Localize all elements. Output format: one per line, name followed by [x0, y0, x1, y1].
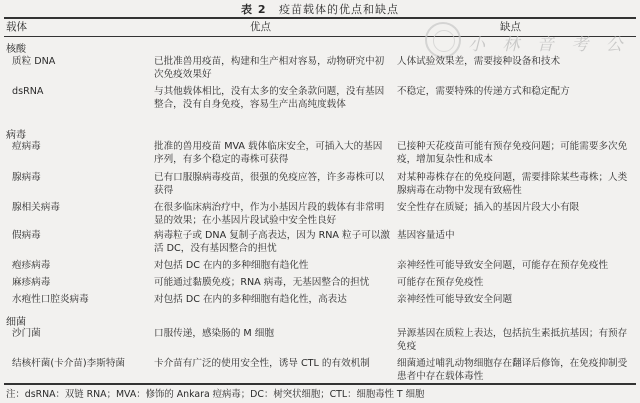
cons-cell: 不稳定，需要特殊的传递方式和稳定配方: [397, 86, 570, 97]
pros-cell: 口服传递，感染肠的 M 细胞: [154, 328, 274, 339]
carrier-name: 腺相关病毒: [12, 202, 60, 213]
carrier-name: 沙门菌: [12, 328, 41, 339]
section-label: 核酸: [6, 44, 26, 55]
carrier-name: 疱疹病毒: [12, 260, 51, 271]
section-label: 细菌: [6, 317, 26, 328]
cons-cell: 细菌通过哺乳动物细胞存在翻译后修饰，在免疫抑制受患者中存在载体毒性: [397, 358, 628, 382]
cons-cell: 已接种天花疫苗可能有预存免疫问题；可能需要多次免疫，增加复杂性和成本: [397, 141, 628, 165]
cons-cell: 对某种毒株存在的免疫问题，需要排除某些毒株；人类腺病毒在动物中发现有致癌性: [397, 172, 628, 196]
header-cons: 缺点: [500, 21, 521, 33]
carrier-name: 麻疹病毒: [12, 277, 51, 288]
carrier-name: 质粒 DNA: [12, 56, 56, 67]
bottom-rule: [4, 383, 636, 385]
cons-cell: 人体试验效果差，需要接种设备和技术: [397, 56, 561, 67]
table-caption: 疫苗载体的优点和缺点: [278, 3, 399, 16]
table-title: [0, 1, 640, 17]
carrier-name: 水疱性口腔炎病毒: [12, 294, 89, 305]
header-carrier: 载体: [6, 21, 27, 33]
pros-cell: 对包括 DC 在内的多种细胞有趋化性，高表达: [154, 294, 347, 305]
pros-cell: 可能通过黏膜免疫；RNA 病毒，无基因整合的担忧: [154, 277, 370, 288]
cons-cell: 可能存在预存免疫性: [397, 277, 484, 288]
carrier-name: 痘病毒: [12, 141, 41, 152]
pros-cell: 与其他载体相比，没有太多的安全条款问题，没有基因整合，没有自身免疫，容易生产出高纯度载体: [154, 86, 385, 110]
pros-cell: 已批准兽用疫苗，构建和生产相对容易，动物研究中初次免疫效果好: [154, 56, 385, 80]
carrier-name: 结核杆菌(卡介苗)李斯特菌: [12, 358, 126, 369]
section-label: 病毒: [6, 130, 26, 141]
pros-cell: 病毒粒子或 DNA 复制子高表达，因为 RNA 粒子可以激活 DC，没有基因整合的担忧: [154, 230, 391, 254]
table-number: 表 2: [241, 3, 267, 16]
cons-cell: 异源基因在质粒上表达，包括抗生素抵抗基因；有预存免疫: [397, 328, 628, 352]
carrier-name: 腺病毒: [12, 172, 41, 183]
pros-cell: 已有口服腺病毒疫苗，很强的免疫应答，许多毒株可以获得: [154, 172, 385, 196]
cons-cell: 安全性存在质疑；插入的基因片段大小有限: [397, 202, 580, 213]
cons-cell: 亲神经性可能导致安全问题: [397, 294, 513, 305]
watermark-text: 小 林 音 考 公: [468, 35, 629, 55]
cons-cell: 亲神经性可能导致安全问题，可能存在预存免疫性: [397, 260, 609, 271]
pros-cell: 卡介苗有广泛的使用安全性，诱导 CTL 的有效机制: [154, 358, 370, 369]
footnote: 注：dsRNA：双链 RNA；MVA：修饰的 Ankara 痘病毒；DC：树突状细胞；CTL：细胞毒性 T 细胞: [6, 389, 425, 400]
watermark-seal: [425, 22, 461, 58]
pros-cell: 批准的兽用疫苗 MVA 载体临床安全，可插入大的基因序列，有多个稳定的毒株可获得: [154, 141, 383, 165]
pros-cell: 在很多临床病治疗中，作为小基因片段的载体有非常明显的效果；在小基因片段试验中安全性良好: [154, 202, 385, 226]
cons-cell: 基因容量适中: [397, 230, 455, 241]
carrier-name: dsRNA: [12, 86, 44, 97]
pros-cell: 对包括 DC 在内的多种细胞有趋化性: [154, 260, 309, 271]
header-pros: 优点: [250, 21, 271, 33]
carrier-name: 假病毒: [12, 230, 41, 241]
